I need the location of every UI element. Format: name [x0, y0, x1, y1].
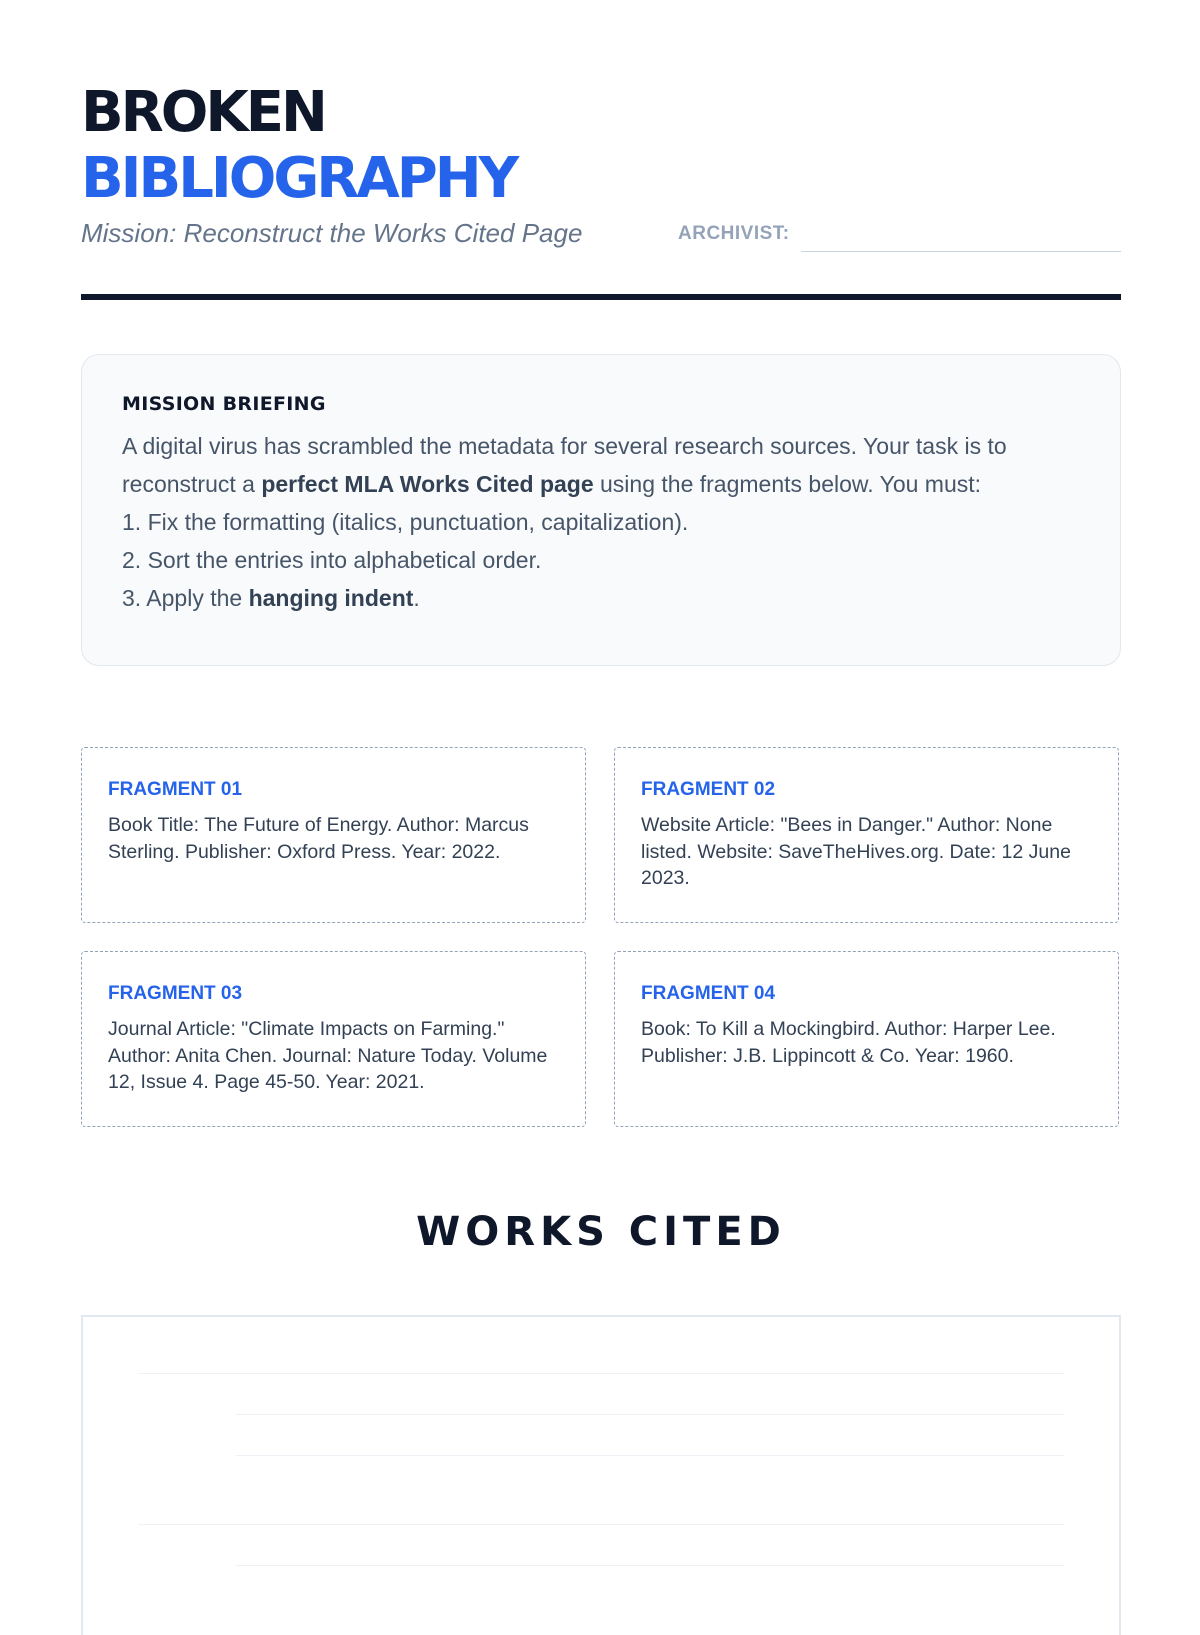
fragment-label: FRAGMENT 04 [641, 983, 776, 1004]
briefing-intro-text: A digital virus has scrambled the metadata for several research sources. Your task is to reconstruct a [122, 433, 1007, 497]
title-line-2: BIBLIOGRAPHY [81, 146, 517, 211]
fragment-card-01 [81, 747, 586, 923]
briefing-step-1: 1. Fix the formatting (italics, punctuation, capitalization). [122, 509, 689, 535]
briefing-intro-tail: using the fragments below. You must: [593, 471, 982, 497]
briefing-step-3-emphasis: hanging indent [248, 585, 414, 611]
briefing-step-2: 2. Sort the entries into alphabetical order. [122, 547, 542, 573]
briefing-intro-emphasis: perfect MLA Works Cited page [261, 471, 594, 497]
writing-line-indented [236, 1414, 1064, 1415]
header-divider [81, 294, 1121, 300]
writing-line [138, 1373, 1064, 1374]
fragment-text: Website Article: "Bees in Danger." Author: None listed. Website: SaveTheHives.org. Date: 12 June 2023. [641, 814, 1071, 889]
mission-subtitle: Mission: Reconstruct the Works Cited Page [81, 218, 583, 248]
writing-line-indented [236, 1565, 1064, 1566]
fragment-text: Journal Article: "Climate Impacts on Farming." Author: Anita Chen. Journal: Nature Today. Volume 12, Issue 4. Page 45-50. Year: 2021. [108, 1018, 548, 1093]
works-cited-writing-area[interactable] [81, 1315, 1121, 1635]
fragment-text: Book Title: The Future of Energy. Author: Marcus Sterling. Publisher: Oxford Press. Year: 2022. [108, 814, 529, 863]
writing-line [138, 1524, 1064, 1525]
briefing-heading: MISSION BRIEFING [122, 393, 326, 415]
fragment-text: Book: To Kill a Mockingbird. Author: Harper Lee. Publisher: J.B. Lippincott & Co. Year: 1960. [641, 1018, 1056, 1067]
fragment-card-04 [614, 951, 1119, 1127]
mission-briefing-box [81, 354, 1121, 666]
archivist-name-field[interactable] [801, 251, 1121, 252]
briefing-step-3 [122, 579, 1080, 617]
title-line-1: BROKEN [81, 80, 325, 145]
fragment-card-03 [81, 951, 586, 1127]
fragment-card-02 [614, 747, 1119, 923]
works-cited-heading: WORKS CITED [416, 1209, 786, 1255]
briefing-step-3-text: 3. Apply the [122, 585, 249, 611]
fragment-label: FRAGMENT 02 [641, 779, 776, 800]
fragment-label: FRAGMENT 03 [108, 983, 243, 1004]
fragment-label: FRAGMENT 01 [108, 779, 243, 800]
briefing-intro [122, 427, 1080, 503]
writing-line-indented [236, 1455, 1064, 1456]
briefing-step-3-tail: . [413, 585, 420, 611]
archivist-label: ARCHIVIST: [678, 223, 790, 244]
